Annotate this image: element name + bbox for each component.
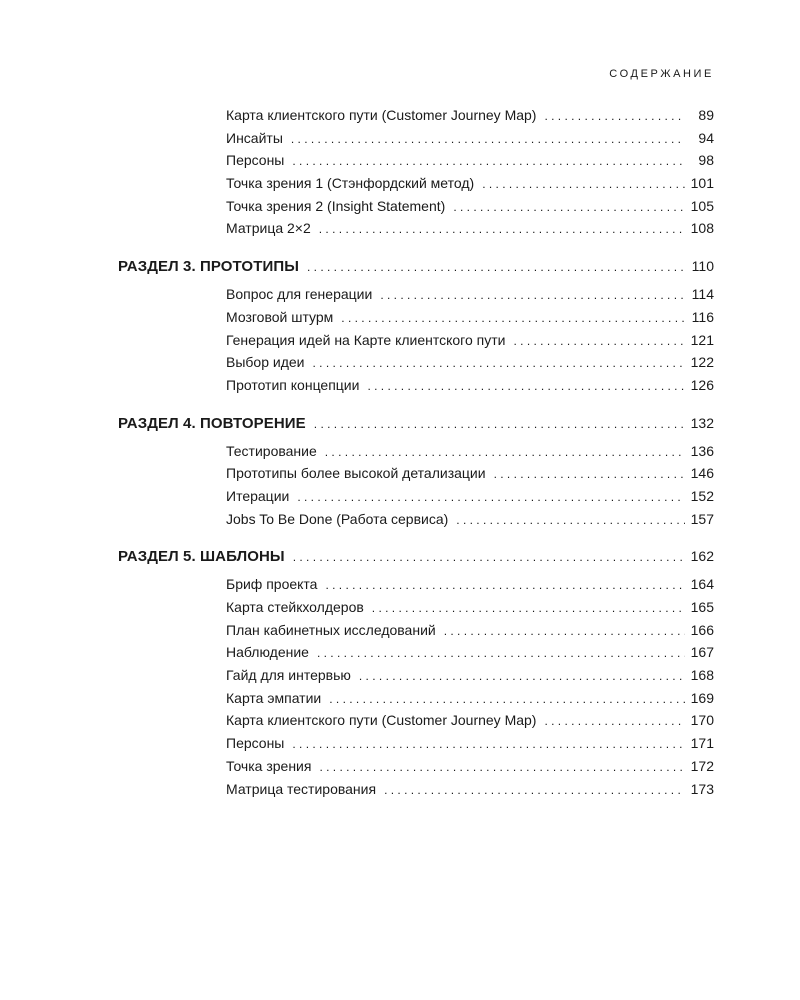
toc-entry[interactable] xyxy=(0,306,714,329)
toc-entry-page: 171 xyxy=(690,735,714,752)
toc-entry-page: 116 xyxy=(691,308,714,325)
toc-entry[interactable] xyxy=(0,596,714,619)
toc-entry-page: 152 xyxy=(690,487,714,504)
toc-entry-page: 172 xyxy=(690,757,714,774)
toc-entry-page: 101 xyxy=(690,175,714,192)
toc-entry[interactable] xyxy=(0,172,714,195)
toc-entry[interactable] xyxy=(0,778,714,801)
toc-entry-title: Карта клиентского пути (Customer Journey Map) xyxy=(226,712,537,729)
toc-entry-page: 167 xyxy=(690,644,714,661)
toc-entry-title: Точка зрения 2 (Insight Statement) xyxy=(226,197,446,214)
dot-leader xyxy=(329,688,685,711)
toc-entry[interactable] xyxy=(0,687,714,710)
toc-entry-title: Инсайты xyxy=(226,129,283,146)
dot-leader xyxy=(384,779,685,802)
toc-entry-title: Гайд для интервью xyxy=(226,667,351,684)
toc-entry[interactable] xyxy=(0,283,714,306)
dot-leader xyxy=(317,642,685,665)
toc-entry-page: 94 xyxy=(698,129,714,146)
toc-entry-page: 173 xyxy=(690,780,714,797)
toc-entry-title: Мозговой штурм xyxy=(226,308,334,325)
dot-leader xyxy=(359,665,685,688)
toc-entry[interactable] xyxy=(0,440,714,463)
toc-entry[interactable] xyxy=(0,329,714,352)
toc-entry-page: 98 xyxy=(698,152,714,169)
toc-entry[interactable] xyxy=(0,374,714,397)
dot-leader xyxy=(513,330,685,353)
toc-entry-page: 136 xyxy=(690,442,714,459)
toc-section-title: РАЗДЕЛ 4. ПОВТОРЕНИЕ xyxy=(118,414,306,432)
toc-entry-title: Прототип концепции xyxy=(226,376,360,393)
toc-entry-page: 166 xyxy=(690,621,714,638)
toc-entry-page: 105 xyxy=(690,197,714,214)
dot-leader xyxy=(494,463,685,486)
toc-section-heading[interactable] xyxy=(0,541,714,571)
toc-section-title: РАЗДЕЛ 3. ПРОТОТИПЫ xyxy=(118,258,299,276)
toc-section-heading[interactable] xyxy=(0,408,714,438)
dot-leader xyxy=(297,486,685,509)
toc-entry-page: 165 xyxy=(690,599,714,615)
toc-entry-title: Jobs To Be Done (Работа сервиса) xyxy=(226,510,449,527)
toc-entry-title: Наблюдение xyxy=(226,644,309,661)
toc-entry-page: 169 xyxy=(690,689,714,706)
toc-entry[interactable] xyxy=(0,664,714,687)
toc-entry-title: Карта стейкхолдеров xyxy=(226,599,364,615)
toc-entry-page: 108 xyxy=(690,220,714,237)
toc-entry-title: План кабинетных исследований xyxy=(226,621,436,638)
dot-leader xyxy=(482,173,685,196)
toc-entry[interactable] xyxy=(0,104,714,127)
dot-leader xyxy=(367,375,685,398)
toc-entry-page: 157 xyxy=(690,510,714,527)
toc-entry-page: 126 xyxy=(690,376,714,393)
dot-leader xyxy=(372,597,685,620)
dot-leader xyxy=(319,218,685,241)
dot-leader xyxy=(314,409,685,439)
toc-entry-title: Тестирование xyxy=(226,442,317,459)
toc-entry[interactable] xyxy=(0,462,714,485)
toc-entry[interactable] xyxy=(0,127,714,150)
dot-leader xyxy=(544,710,685,733)
dot-leader xyxy=(544,105,685,128)
toc-entry-title: Точка зрения xyxy=(226,757,312,774)
dot-leader xyxy=(307,252,685,282)
dot-leader xyxy=(292,150,685,173)
toc-entry[interactable] xyxy=(0,485,714,508)
toc-section-title: РАЗДЕЛ 5. ШАБЛОНЫ xyxy=(118,548,285,566)
dot-leader xyxy=(453,196,685,219)
toc-entry-title: Точка зрения 1 (Стэнфордский метод) xyxy=(226,175,475,192)
dot-leader xyxy=(444,620,685,643)
toc-entry[interactable] xyxy=(0,217,714,240)
toc-group-intro xyxy=(0,104,800,240)
toc-entry[interactable] xyxy=(0,755,714,778)
toc-entry-title: Прототипы более высокой детализации xyxy=(226,465,486,482)
toc-entry[interactable] xyxy=(0,619,714,642)
toc-entry-title: Карта клиентского пути (Customer Journey Map) xyxy=(226,107,537,123)
toc-entry[interactable] xyxy=(0,351,714,374)
toc-entry-page: 121 xyxy=(690,331,714,348)
toc-entry[interactable] xyxy=(0,573,714,596)
dot-leader xyxy=(380,284,685,307)
toc-entry[interactable] xyxy=(0,641,714,664)
toc-section-3 xyxy=(0,251,800,396)
toc-section-page: 132 xyxy=(690,414,714,431)
toc-entry-page: 170 xyxy=(690,712,714,729)
toc-entry-title: Выбор идеи xyxy=(226,354,305,371)
toc-entry-title: Генерация идей на Карте клиентского пути xyxy=(226,331,506,348)
toc-section-page: 110 xyxy=(691,258,714,275)
toc-entry-title: Матрица 2×2 xyxy=(226,220,311,237)
dot-leader xyxy=(325,574,685,597)
toc-section-4 xyxy=(0,408,800,531)
toc-entry-title: Персоны xyxy=(226,152,285,169)
toc-entry-page: 164 xyxy=(690,576,714,593)
toc-section-page: 162 xyxy=(690,548,714,565)
toc-entry-page: 122 xyxy=(690,354,714,371)
dot-leader xyxy=(456,509,685,532)
toc-entry-title: Карта эмпатии xyxy=(226,689,322,706)
toc-section-heading[interactable] xyxy=(0,251,714,281)
dot-leader xyxy=(319,756,685,779)
table-of-contents xyxy=(0,104,800,800)
toc-entry-title: Бриф проекта xyxy=(226,576,318,593)
toc-entry-title: Вопрос для генерации xyxy=(226,286,373,303)
toc-entry-title: Персоны xyxy=(226,735,285,752)
dot-leader xyxy=(325,441,685,464)
toc-entry[interactable] xyxy=(0,709,714,732)
toc-entry[interactable] xyxy=(0,732,714,755)
toc-entry-page: 89 xyxy=(698,107,714,123)
toc-entry-page: 146 xyxy=(690,465,714,482)
toc-entry-page: 168 xyxy=(690,667,714,684)
dot-leader xyxy=(312,352,685,375)
toc-section-5 xyxy=(0,541,800,800)
dot-leader xyxy=(293,542,685,572)
toc-entry[interactable] xyxy=(0,508,714,531)
toc-entry[interactable] xyxy=(0,195,714,218)
dot-leader xyxy=(341,307,685,330)
running-header: СОДЕРЖАНИЕ xyxy=(609,68,714,80)
toc-entry[interactable] xyxy=(0,149,714,172)
dot-leader xyxy=(292,733,685,756)
dot-leader xyxy=(291,128,685,151)
toc-entry-title: Итерации xyxy=(226,487,290,504)
toc-entry-title: Матрица тестирования xyxy=(226,780,377,797)
toc-entry-page: 114 xyxy=(691,286,714,303)
